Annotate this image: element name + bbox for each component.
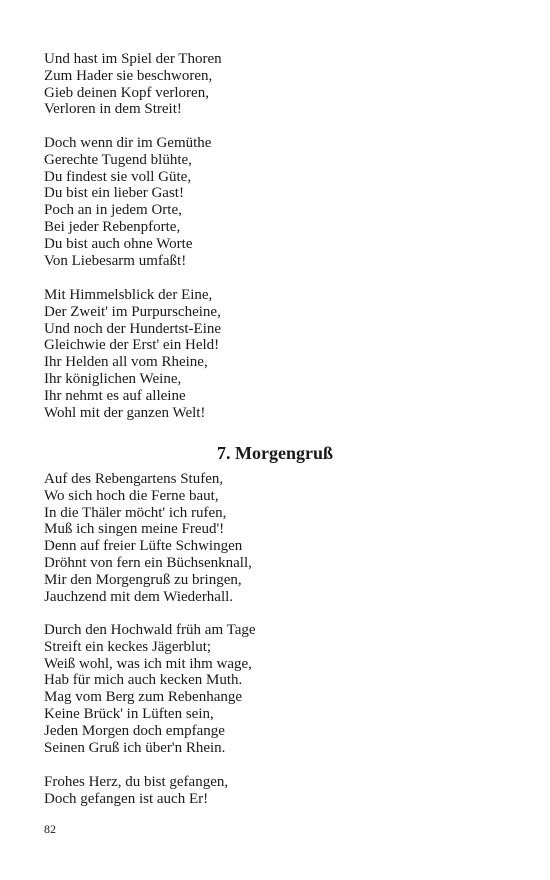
verse-line: Zum Hader sie beschworen, bbox=[44, 67, 213, 84]
page-number: 82 bbox=[44, 822, 56, 836]
verse-line: Jauchzend mit dem Wiederhall. bbox=[44, 588, 234, 605]
verse-line: Denn auf freier Lüfte Schwingen bbox=[44, 538, 243, 555]
verse-line: Hab für mich auch kecken Muth. bbox=[44, 672, 243, 689]
verse-line: Mit Himmelsblick der Eine, bbox=[44, 287, 213, 303]
verse-line: Du bist auch ohne Worte bbox=[44, 235, 193, 252]
verse-line: Auf des Rebengartens Stufen, bbox=[44, 471, 224, 487]
verse-line: Du findest sie voll Güte, bbox=[44, 168, 192, 185]
verse-line: Und noch der Hundertst-Eine bbox=[44, 320, 222, 337]
verse-line: Ihr Helden all vom Rheine, bbox=[44, 354, 208, 371]
verse-line: Verloren in dem Streit! bbox=[44, 101, 182, 118]
verse-line: Mir den Morgengruß zu bringen, bbox=[44, 571, 242, 588]
verse-line: Poch an in jedem Orte, bbox=[44, 202, 182, 219]
verse-line: In die Thäler möcht' ich rufen, bbox=[44, 504, 227, 521]
verse-line: Wo sich hoch die Ferne baut, bbox=[44, 487, 219, 504]
verse-line: Seinen Gruß ich über'n Rhein. bbox=[44, 739, 226, 756]
verse-line: Muß ich singen meine Freud'! bbox=[44, 521, 225, 538]
stanza bbox=[44, 51, 514, 118]
verse-line: Ihr königlichen Weine, bbox=[44, 370, 182, 387]
verse-line: Weiß wohl, was ich mit ihm wage, bbox=[44, 655, 252, 672]
verse-line: Gerechte Tugend blühte, bbox=[44, 151, 192, 168]
stanza bbox=[44, 287, 514, 421]
stanza bbox=[44, 135, 514, 269]
poem-title: 7. Morgengruß bbox=[217, 443, 333, 463]
verse-line: Doch gefangen ist auch Er! bbox=[44, 790, 209, 807]
stanza bbox=[44, 774, 514, 808]
verse-line: Durch den Hochwald früh am Tage bbox=[44, 622, 256, 638]
stanza bbox=[44, 471, 514, 605]
verse-line: Ihr nehmt es auf alleine bbox=[44, 387, 186, 404]
verse-line: Bei jeder Rebenpforte, bbox=[44, 218, 181, 235]
verse-line: Von Liebesarm umfaßt! bbox=[44, 252, 187, 269]
verse-line: Keine Brück' in Lüften sein, bbox=[44, 705, 214, 722]
verse-line: Jeden Morgen doch empfange bbox=[44, 722, 225, 739]
verse-line: Wohl mit der ganzen Welt! bbox=[44, 404, 206, 421]
verse-line: Gieb deinen Kopf verloren, bbox=[44, 84, 209, 101]
verse-line: Dröhnt von fern ein Büchsenknall, bbox=[44, 554, 252, 571]
verse-line: Gleichwie der Erst' ein Held! bbox=[44, 337, 220, 354]
verse-line: Streift ein keckes Jägerblut; bbox=[44, 638, 212, 655]
verse-line: Der Zweit' im Purpurscheine, bbox=[44, 303, 221, 320]
verse-line: Du bist ein lieber Gast! bbox=[44, 185, 184, 202]
verse-line: Mag vom Berg zum Rebenhange bbox=[44, 689, 243, 706]
verse-line: Doch wenn dir im Gemüthe bbox=[44, 135, 212, 151]
verse-line: Frohes Herz, du bist gefangen, bbox=[44, 774, 229, 790]
verse-line: Und hast im Spiel der Thoren bbox=[44, 51, 222, 67]
stanza bbox=[44, 622, 514, 756]
